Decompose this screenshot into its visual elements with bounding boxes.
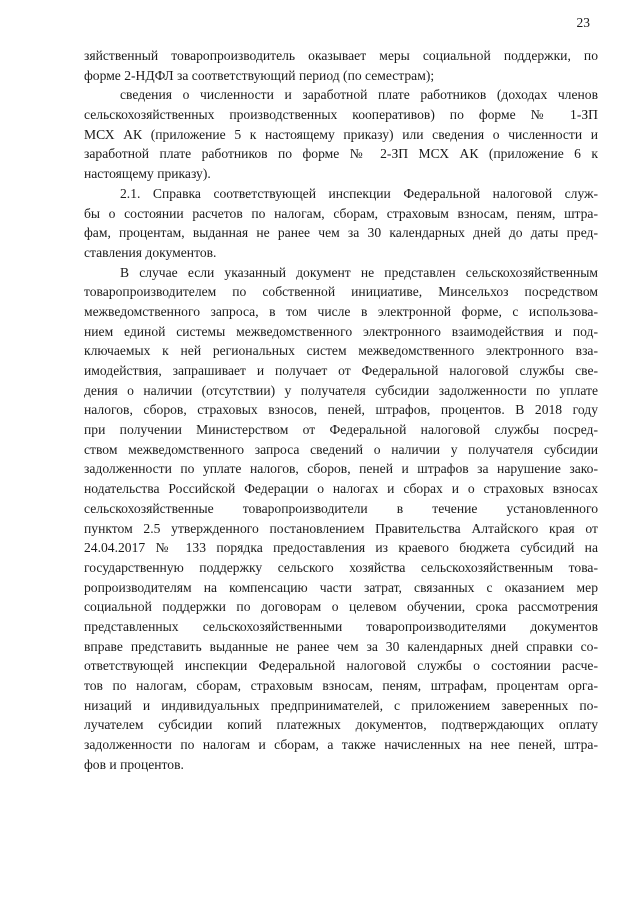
- text-line: низаций и индивидуальных предпринимателей, с приложением заверенных по-: [84, 697, 598, 713]
- text-line: бы о состоянии расчетов по налогам, сборам, страховым взносам, пеням, штра-: [84, 205, 598, 221]
- text-line: заработной плате работников по форме № 2-ЗП МСХ АК (приложение 6 к: [84, 146, 598, 162]
- text-line: 2.1. Справка соответствующей инспекции Федеральной налоговой служ-: [120, 185, 598, 201]
- text-line: ключаемых к ней региональных систем межведомственного электронного вза-: [84, 343, 598, 359]
- document-body: [84, 46, 598, 774]
- text-line: ставления документов.: [84, 244, 217, 260]
- text-line: пунктом 2.5 утвержденного постановлением Правительства Алтайского края от: [84, 520, 598, 536]
- text-line: В случае если указанный документ не представлен сельскохозяйственным: [120, 264, 598, 280]
- text-line: при получении Министерством от Федеральной налоговой службы посред-: [84, 422, 598, 438]
- text-line: социальной поддержки по договорам о целевом обучении, срока рассмотрения: [84, 599, 598, 615]
- text-line: задолженности по налогам и сборам, а также начисленных на нее пеней, штра-: [84, 737, 598, 753]
- text-line: дения о наличии (отсутствии) у получателя субсидии задолженности по уплате: [84, 382, 598, 398]
- text-line: зяйственный товаропроизводитель оказывает меры социальной поддержки, по: [84, 48, 598, 63]
- text-line: представленных сельскохозяйственными товаропроизводителями документов: [84, 618, 598, 634]
- text-line: ством межведомственного запроса сведений о наличии у получателя субсидии: [84, 441, 598, 457]
- text-line: форме 2-НДФЛ за соответствующий период (по семестрам);: [84, 67, 435, 83]
- text-line: 24.04.2017 № 133 порядка предоставления из краевого бюджета субсидий на: [84, 540, 598, 556]
- text-line: МСХ АК (приложение 5 к настоящему приказу) или сведения о численности и: [84, 126, 598, 142]
- text-line: ответствующей инспекции Федеральной налоговой службы о состоянии расче-: [84, 658, 598, 674]
- text-line: тов по налогам, сборам, страховым взносам, пеням, штрафам, процентам орга-: [84, 678, 598, 693]
- text-line: налогов, сборов, страховых взносов, пеней, штрафов, процентов. В 2018 году: [84, 402, 598, 418]
- text-line: сельскохозяйственные товаропроизводители в течение установленного: [84, 500, 598, 516]
- text-line: нодательства Российской Федерации о налогах и сборах и о страховых взносах: [84, 481, 598, 497]
- text-line: задолженности по уплате налогов, сборов, пеней и штрафов за нарушение зако-: [84, 461, 598, 477]
- paragraph: [84, 184, 598, 263]
- text-line: лучателем субсидии копий платежных документов, подтверждающих оплату: [84, 717, 598, 733]
- text-line: вправе представить выданные не ранее чем за 30 календарных дней справки со-: [84, 638, 598, 654]
- text-line: настоящему приказу).: [84, 166, 211, 182]
- text-line: товаропроизводителем по собственной инициативе, Минсельхоз посредством: [84, 284, 598, 300]
- text-line: фам, процентам, выданная не ранее чем за 30 календарных дней до даты пред-: [84, 225, 598, 241]
- text-line: имодействия, запрашивает и получает от Федеральной налоговой службы све-: [84, 363, 598, 378]
- paragraph: [84, 263, 598, 775]
- paragraph: [84, 46, 598, 85]
- text-line: сведения о численности и заработной плате работников (доходах членов: [120, 87, 598, 103]
- text-line: ропроизводителям на компенсацию части затрат, связанных с оказанием мер: [84, 579, 598, 595]
- text-line: фов и процентов.: [84, 756, 184, 772]
- text-line: государственную поддержку сельского хозяйства сельскохозяйственным това-: [84, 559, 598, 575]
- paragraph: [84, 85, 598, 183]
- text-line: сельскохозяйственных производственных кооперативов) по форме № 1-ЗП: [84, 107, 598, 123]
- page-number: 23: [576, 15, 590, 30]
- text-line: межведомственного запроса, в том числе в электронной форме, с использова-: [84, 303, 598, 319]
- text-line: нием единой системы межведомственного электронного взаимодействия и под-: [84, 323, 598, 339]
